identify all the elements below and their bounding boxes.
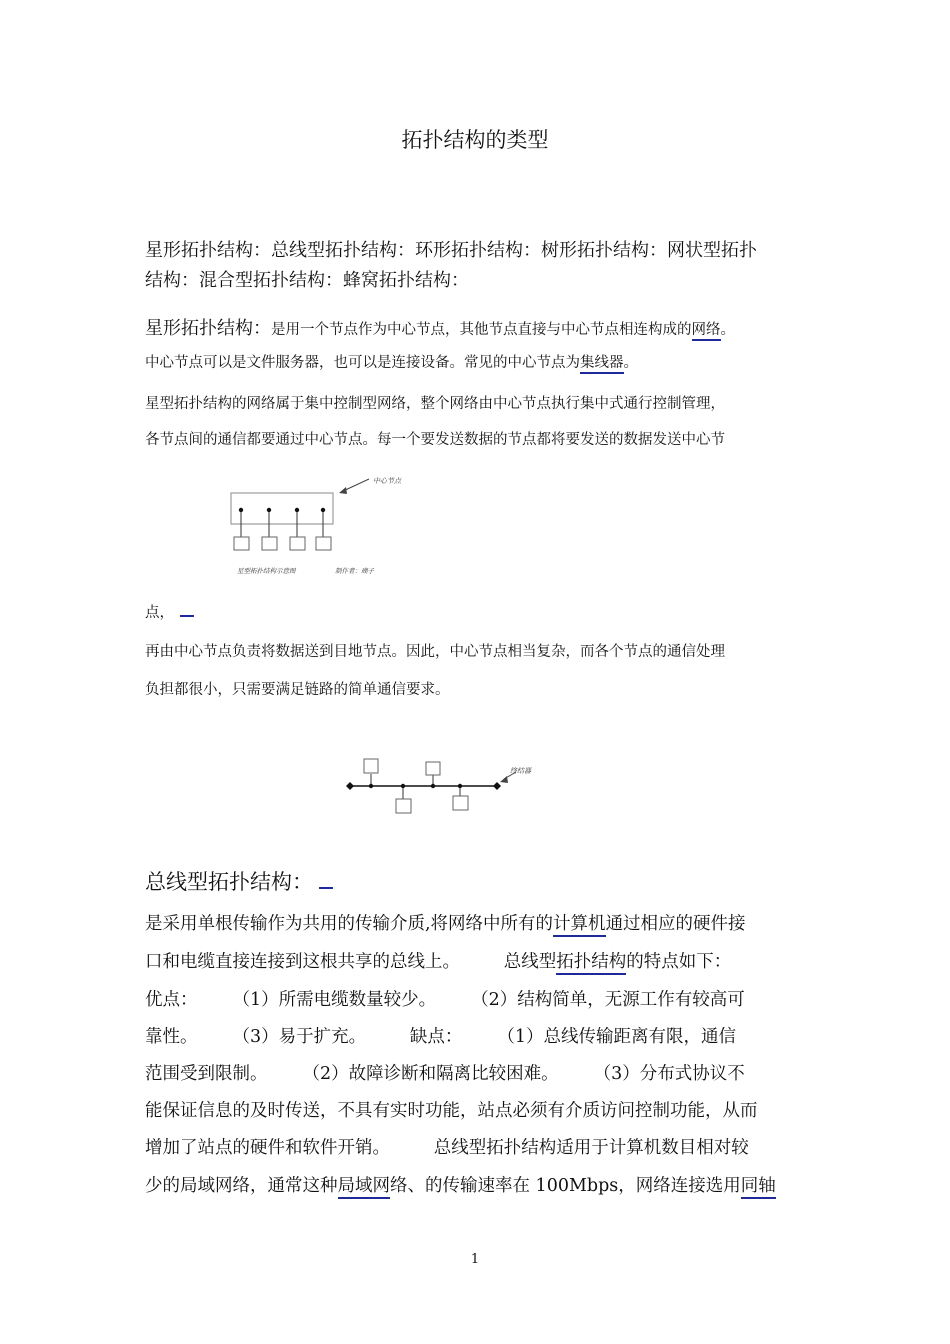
station-box: [453, 796, 468, 810]
bus-text: 少的局域网络，通常这种: [145, 1176, 338, 1196]
bus-line-1: [145, 910, 746, 935]
node-dot: [431, 784, 435, 788]
star-heading: 星形拓扑结构：: [145, 318, 271, 339]
star-line1-text: 是用一个节点作为中心节点，其他节点直接与中心节点相连构成的: [271, 322, 692, 338]
star-paragraph-line-1: [145, 314, 735, 340]
after-figure-text: 点，: [145, 605, 174, 621]
node-dot: [458, 784, 462, 788]
bus-line-6: 能保证信息的及时传送，不具有实时功能，站点必须有介质访问控制功能，从而: [145, 1101, 758, 1121]
bus-line-4: 靠性。 （3）易于扩充。 缺点： （1）总线传输距离有限，通信: [145, 1027, 737, 1047]
figure-caption-left: 星型拓扑结构示意图: [237, 567, 296, 575]
node-dot: [401, 784, 405, 788]
star-paragraph-line-2: [145, 351, 638, 372]
page-number: 1: [470, 1252, 480, 1267]
empty-link[interactable]: [180, 614, 194, 617]
period: 。: [720, 322, 735, 338]
period: 。: [623, 355, 638, 371]
pointer-arrow-head: [339, 487, 347, 494]
center-node-label: 中心节点: [373, 477, 401, 485]
terminal-node-box: [290, 537, 305, 550]
station-box: [426, 762, 440, 775]
coaxial-link[interactable]: 同轴: [741, 1176, 776, 1199]
bus-text: 络、的传输速率在 100Mbps，网络连接选用: [390, 1176, 741, 1196]
lan-link[interactable]: 局域网: [338, 1176, 391, 1199]
terminal-node-box: [262, 537, 277, 550]
topology-link[interactable]: 拓扑结构: [556, 952, 626, 975]
node-dot: [267, 508, 271, 512]
bus-text: 口和电缆直接连接到这根共享的总线上。 总线型: [145, 952, 557, 972]
bus-line-5: 范围受到限制。 （2）故障诊断和隔离比较困难。 （3）分布式协议不: [145, 1064, 745, 1084]
center-node-box: [231, 493, 333, 524]
intro-line-2: 结构：混合型拓扑结构：蜂窝拓扑结构：: [145, 270, 469, 291]
bus-text: 的特点如下：: [626, 952, 732, 972]
bus-line-3: 优点： （1）所需电缆数量较少。 （2）结构简单，无源工作有较高可: [145, 990, 745, 1010]
station-box: [396, 799, 411, 813]
bus-heading-row: [145, 866, 333, 896]
right-terminator: [493, 782, 501, 790]
bus-heading: 总线型拓扑结构：: [145, 870, 313, 894]
star-paragraph-line-4: 各节点间的通信都要通过中心节点。每一个要发送数据的节点都将要发送的数据发送中心节: [145, 432, 725, 448]
station-box: [364, 759, 378, 773]
terminal-node-box: [316, 537, 331, 550]
star-topology-diagram: [225, 470, 401, 582]
bus-topology-diagram: [340, 754, 540, 820]
star-line2-text: 中心节点可以是文件服务器，也可以是连接设备。常见的中心节点为: [145, 355, 580, 371]
bus-line-8: [145, 1172, 776, 1197]
node-dot: [369, 784, 373, 788]
star-paragraph-line-5: 再由中心节点负责将数据送到目地节点。因此，中心节点相当复杂，而各个节点的通信处理: [145, 644, 725, 660]
star-paragraph-line-3: 星型拓扑结构的网络属于集中控制型网络，整个网络由中心节点执行集中式通行控制管理，: [145, 396, 725, 412]
bus-line-2: [145, 948, 731, 973]
bus-line-7: 增加了站点的硬件和软件开销。 总线型拓扑结构适用于计算机数目相对较: [145, 1138, 749, 1158]
page-title: 拓扑结构的类型: [401, 128, 549, 152]
computer-link[interactable]: 计算机: [553, 914, 606, 937]
star-after-figure: [145, 601, 194, 622]
terminal-node-box: [234, 537, 249, 550]
figure-caption-right: 制作者：瑚子: [335, 567, 374, 575]
node-dot: [295, 508, 299, 512]
bus-text: 通过相应的硬件接: [605, 914, 746, 934]
node-dot: [321, 508, 325, 512]
left-terminator: [346, 782, 354, 790]
terminator-label: 终结器: [510, 767, 531, 775]
empty-link[interactable]: [319, 886, 333, 889]
star-paragraph-line-6: 负担都很小，只需要满足链路的简单通信要求。: [145, 682, 450, 698]
bus-text: 是采用单根传输作为共用的传输介质,将网络中所有的: [145, 914, 554, 934]
terminator-pointer-head: [500, 776, 508, 783]
hub-link[interactable]: 集线器: [580, 355, 624, 374]
network-link[interactable]: 网络: [692, 322, 721, 341]
node-dot: [239, 508, 243, 512]
intro-line-1: 星形拓扑结构：总线型拓扑结构：环形拓扑结构：树形拓扑结构：网状型拓扑: [145, 240, 757, 261]
